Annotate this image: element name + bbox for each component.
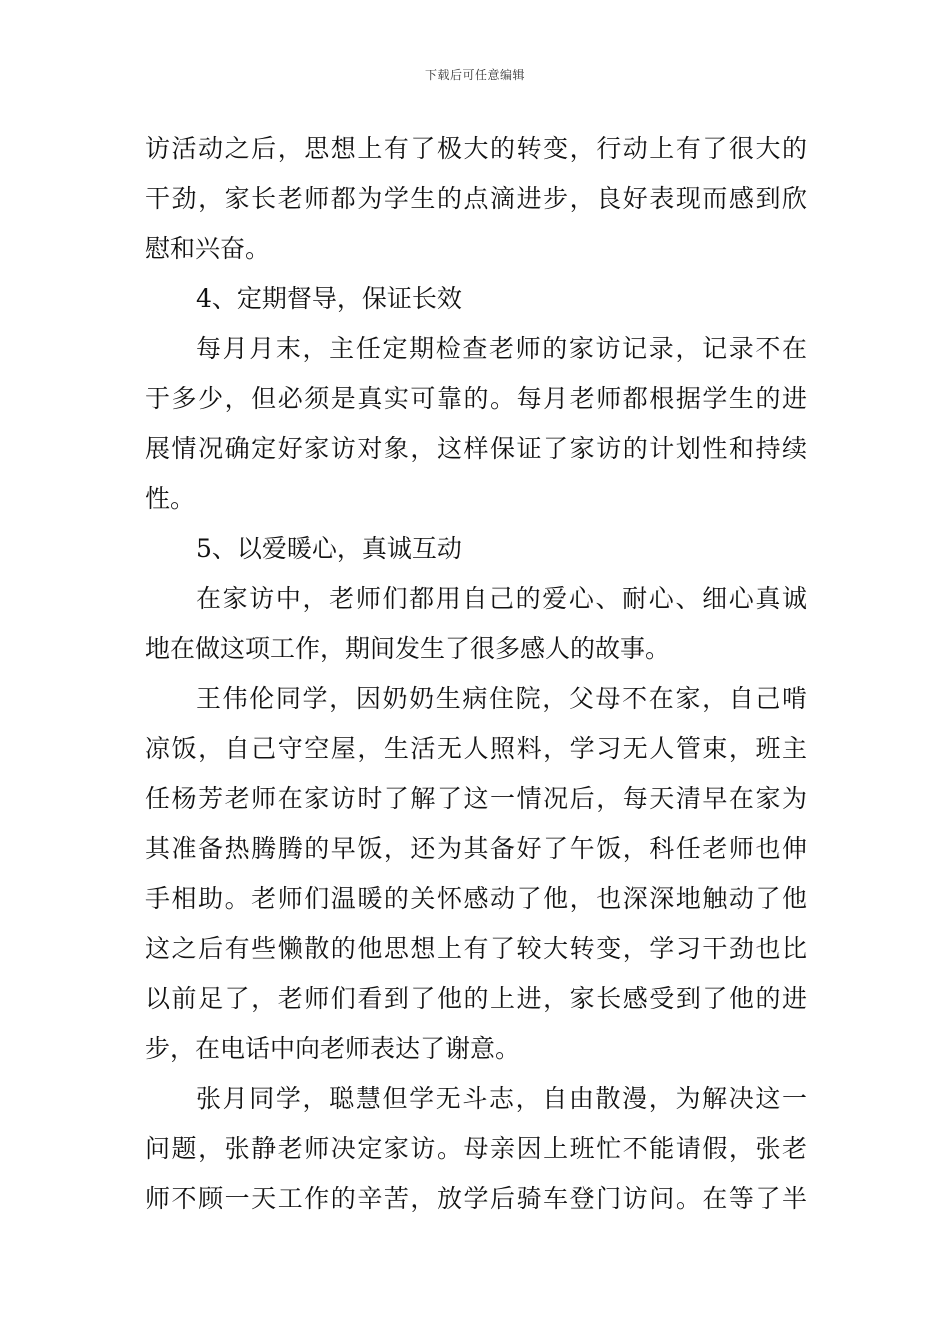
- text-line: 手相助。老师们温暖的关怀感动了他，也深深地触动了他: [145, 884, 807, 913]
- text-line: 干劲，家长老师都为学生的点滴进步，良好表现而感到欣: [145, 184, 807, 213]
- text-line: 步，在电话中向老师表达了谢意。: [145, 1034, 521, 1063]
- text-line: 张月同学，聪慧但学无斗志，自由散漫，为解决这一: [196, 1084, 807, 1113]
- section-heading: 4、定期督导，保证长效: [196, 284, 462, 313]
- text-line: 问题，张静老师决定家访。母亲因上班忙不能请假，张老: [145, 1134, 807, 1163]
- page-header: 下载后可任意编辑: [424, 68, 525, 82]
- text-line: 其准备热腾腾的早饭，还为其备好了午饭，科任老师也伸: [145, 834, 807, 863]
- text-line: 以前足了，老师们看到了他的上进，家长感受到了他的进: [145, 984, 807, 1013]
- text-line: 在家访中，老师们都用自己的爱心、耐心、细心真诚: [196, 584, 807, 613]
- text-line: 王伟伦同学，因奶奶生病住院，父母不在家，自己啃: [196, 684, 807, 713]
- text-line: 凉饭，自己守空屋，生活无人照料，学习无人管束，班主: [145, 734, 807, 763]
- text-line: 这之后有些懒散的他思想上有了较大转变，学习干劲也比: [145, 934, 807, 963]
- text-line: 展情况确定好家访对象，这样保证了家访的计划性和持续: [145, 434, 807, 463]
- text-line: 每月月末，主任定期检查老师的家访记录，记录不在: [196, 334, 807, 363]
- text-line: 慰和兴奋。: [145, 234, 271, 263]
- document-body: [145, 124, 807, 1224]
- text-line: 师不顾一天工作的辛苦，放学后骑车登门访问。在等了半: [145, 1184, 807, 1213]
- text-line: 地在做这项工作，期间发生了很多感人的故事。: [145, 634, 671, 663]
- text-line: 于多少，但必须是真实可靠的。每月老师都根据学生的进: [145, 384, 807, 413]
- text-line: 访活动之后，思想上有了极大的转变，行动上有了很大的: [145, 134, 807, 163]
- text-line: 性。: [145, 484, 196, 513]
- section-heading: 5、以爱暖心，真诚互动: [196, 534, 462, 563]
- text-line: 任杨芳老师在家访时了解了这一情况后，每天清早在家为: [145, 784, 807, 813]
